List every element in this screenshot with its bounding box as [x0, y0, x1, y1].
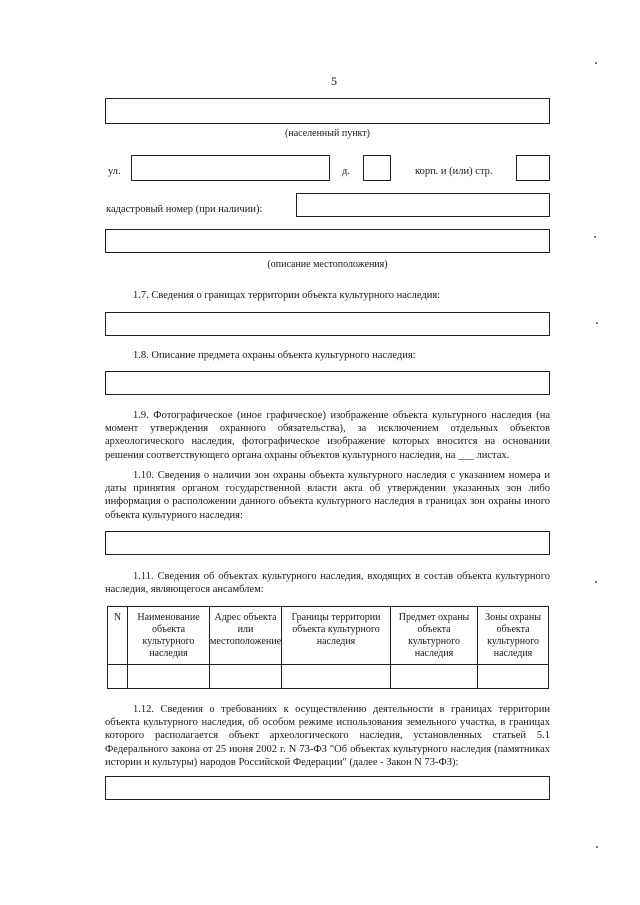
- location-field[interactable]: [105, 229, 550, 253]
- scan-mark: [596, 322, 598, 324]
- section-1-12-field[interactable]: [105, 776, 550, 800]
- section-1-10-field[interactable]: [105, 531, 550, 555]
- page-number: 5: [331, 74, 337, 88]
- house-label: д.: [342, 166, 350, 177]
- table-cell[interactable]: [128, 665, 210, 689]
- scan-mark: [594, 236, 596, 238]
- street-label: ул.: [108, 166, 121, 177]
- table-cell[interactable]: [108, 665, 128, 689]
- header-name: Наименование объекта культурного наследия: [128, 607, 210, 665]
- section-1-7-field[interactable]: [105, 312, 550, 336]
- settlement-field[interactable]: [105, 98, 550, 124]
- building-field[interactable]: [516, 155, 550, 181]
- cadastral-field[interactable]: [296, 193, 550, 217]
- scan-mark: [595, 581, 597, 583]
- header-protection-subject: Предмет охраны объекта культурного наследия: [391, 607, 478, 665]
- scan-mark: [595, 62, 597, 64]
- section-1-7-heading: 1.7. Сведения о границах территории объекта культурного наследия:: [133, 290, 441, 301]
- street-field[interactable]: [131, 155, 330, 181]
- house-field[interactable]: [363, 155, 391, 181]
- table-cell[interactable]: [391, 665, 478, 689]
- section-1-8-field[interactable]: [105, 371, 550, 395]
- settlement-caption: (населенный пункт): [285, 128, 370, 139]
- table-cell[interactable]: [478, 665, 549, 689]
- table-header-row: [108, 607, 549, 665]
- table-cell[interactable]: [210, 665, 282, 689]
- header-number: N: [108, 607, 128, 665]
- section-1-11-paragraph: 1.11. Сведения об объектах культурного наследия, входящих в состав объекта культурного наследия, являющегося ансамблем:: [105, 571, 550, 596]
- scan-mark: [596, 846, 598, 848]
- header-protection-zones: Зоны охраны объекта культурного наследия: [478, 607, 549, 665]
- section-1-9-paragraph: 1.9. Фотографическое (иное графическое) изображение объекта культурного наследия (на момент утверждения охранного обязательства), за исключением отдельных объектов археологического наследия, фотографическое изображение которых вносится на основании решения соответствующего органа охраны объектов культурного наследия, на ___ листах.: [105, 410, 550, 461]
- section-1-8-heading: 1.8. Описание предмета охраны объекта культурного наследия:: [133, 350, 416, 361]
- section-1-12-paragraph: 1.12. Сведения о требованиях к осуществлению деятельности в границах территории объекта культурного наследия, об особом режиме использования земельного участка, в границах которого располагается объект археологического наследия, установленных статьей 5.1 Федерального закона от 25 июня 2002 г. N 73-ФЗ "Об объектах культурного наследия (памятниках истории и культуры) народов Российской Федерации" (далее - Закон N 73-ФЗ):: [105, 704, 550, 768]
- building-label: корп. и (или) стр.: [415, 166, 493, 177]
- location-caption: (описание местоположения): [267, 259, 388, 270]
- section-1-10-paragraph: 1.10. Сведения о наличии зон охраны объекта культурного наследия с указанием номера и даты принятия органом государственной власти акта об утверждении указанных зон либо информация о расположении данного объекта культурного наследия в границах зон охраны иного объекта культурного наследия:: [105, 470, 550, 521]
- header-boundaries: Границы территории объекта культурного наследия: [282, 607, 391, 665]
- table-row[interactable]: [108, 665, 549, 689]
- ensemble-objects-table: [107, 606, 549, 689]
- header-address: Адрес объекта или местоположение: [210, 607, 282, 665]
- table-cell[interactable]: [282, 665, 391, 689]
- cadastral-label: кадастровый номер (при наличии):: [106, 204, 263, 215]
